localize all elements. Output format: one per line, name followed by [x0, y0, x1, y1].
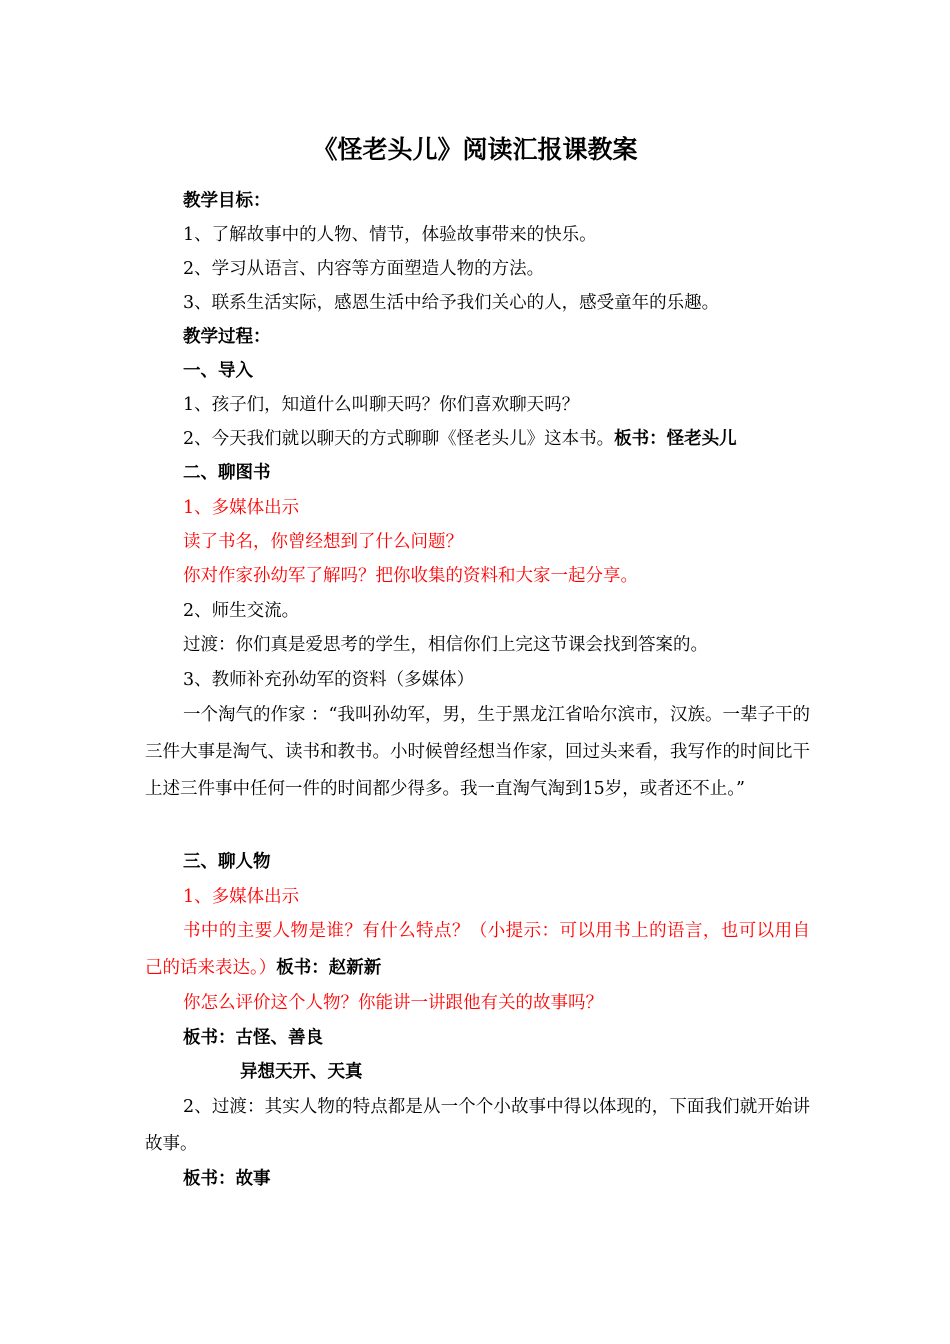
board-note-title: 板书：怪老头儿 [614, 429, 737, 449]
section-2-line-6: 3、教师补充孙幼军的资料（多媒体） [183, 670, 475, 690]
objectives-heading: 教学目标： [183, 191, 271, 211]
section-1-line-1: 1、孩子们，知道什么叫聊天吗？你们喜欢聊天吗？ [183, 395, 580, 415]
objective-3: 3、联系生活实际，感恩生活中给予我们关心的人，感受童年的乐趣。 [183, 293, 720, 313]
objective-2: 2、学习从语言、内容等方面塑造人物的方法。 [183, 259, 545, 279]
section-2-heading: 二、聊图书 [183, 463, 271, 483]
author-quote: 一个淘气的作家 ：“我叫孙幼军，男，生于黑龙江省哈尔滨市，汉族。一辈子干的三件大事是淘气、读书和教书。小时候曾经想当作家，回过头来看，我写作的时间比干上述三件事中任何一件的时间都少得多。我一直淘气淘到15岁，或者还不止。” [145, 705, 811, 799]
section-2-line-5: 过渡：你们真是爱思考的学生，相信你们上完这节课会找到答案的。 [183, 635, 708, 655]
section-2-line-4: 2、师生交流。 [183, 601, 300, 621]
board-note-story: 板书：故事 [183, 1169, 271, 1189]
section-3-red-2: 书中的主要人物是谁？有什么特点？（小提示：可以用书上的语言，也可以用自己的话来表达。） [145, 921, 810, 978]
section-3-red-1: 1、多媒体出示 [183, 887, 300, 907]
section-2-red-2: 读了书名，你曾经想到了什么问题？ [183, 532, 463, 552]
process-heading: 教学过程： [183, 327, 271, 347]
objective-1: 1、了解故事中的人物、情节，体验故事带来的快乐。 [183, 225, 597, 245]
section-1-heading: 一、导入 [183, 361, 253, 381]
section-1-line-2 [183, 426, 737, 452]
board-note-traits-2: 异想天开、天真 [240, 1062, 363, 1082]
section-3-red-3: 你怎么评价这个人物？你能讲一讲跟他有关的故事吗？ [183, 993, 603, 1013]
section-3-heading: 三、聊人物 [183, 852, 271, 872]
section-3-red-2-block [145, 913, 810, 987]
section-2-red-1: 1、多媒体出示 [183, 498, 300, 518]
section-3-transition: 2、过渡：其实人物的特点都是从一个个小故事中得以体现的，下面我们就开始讲故事。 [145, 1097, 810, 1154]
page-title: 《怪老头儿》阅读汇报课教案 [312, 135, 638, 164]
board-note-traits-1: 板书：古怪、善良 [183, 1028, 323, 1048]
section-2-red-3: 你对作家孙幼军了解吗？把你收集的资料和大家一起分享。 [183, 566, 638, 586]
section-1-line-2-text: 2、今天我们就以聊天的方式聊聊《怪老头儿》这本书。 [183, 429, 615, 449]
board-note-character: 板书：赵新新 [276, 958, 382, 978]
